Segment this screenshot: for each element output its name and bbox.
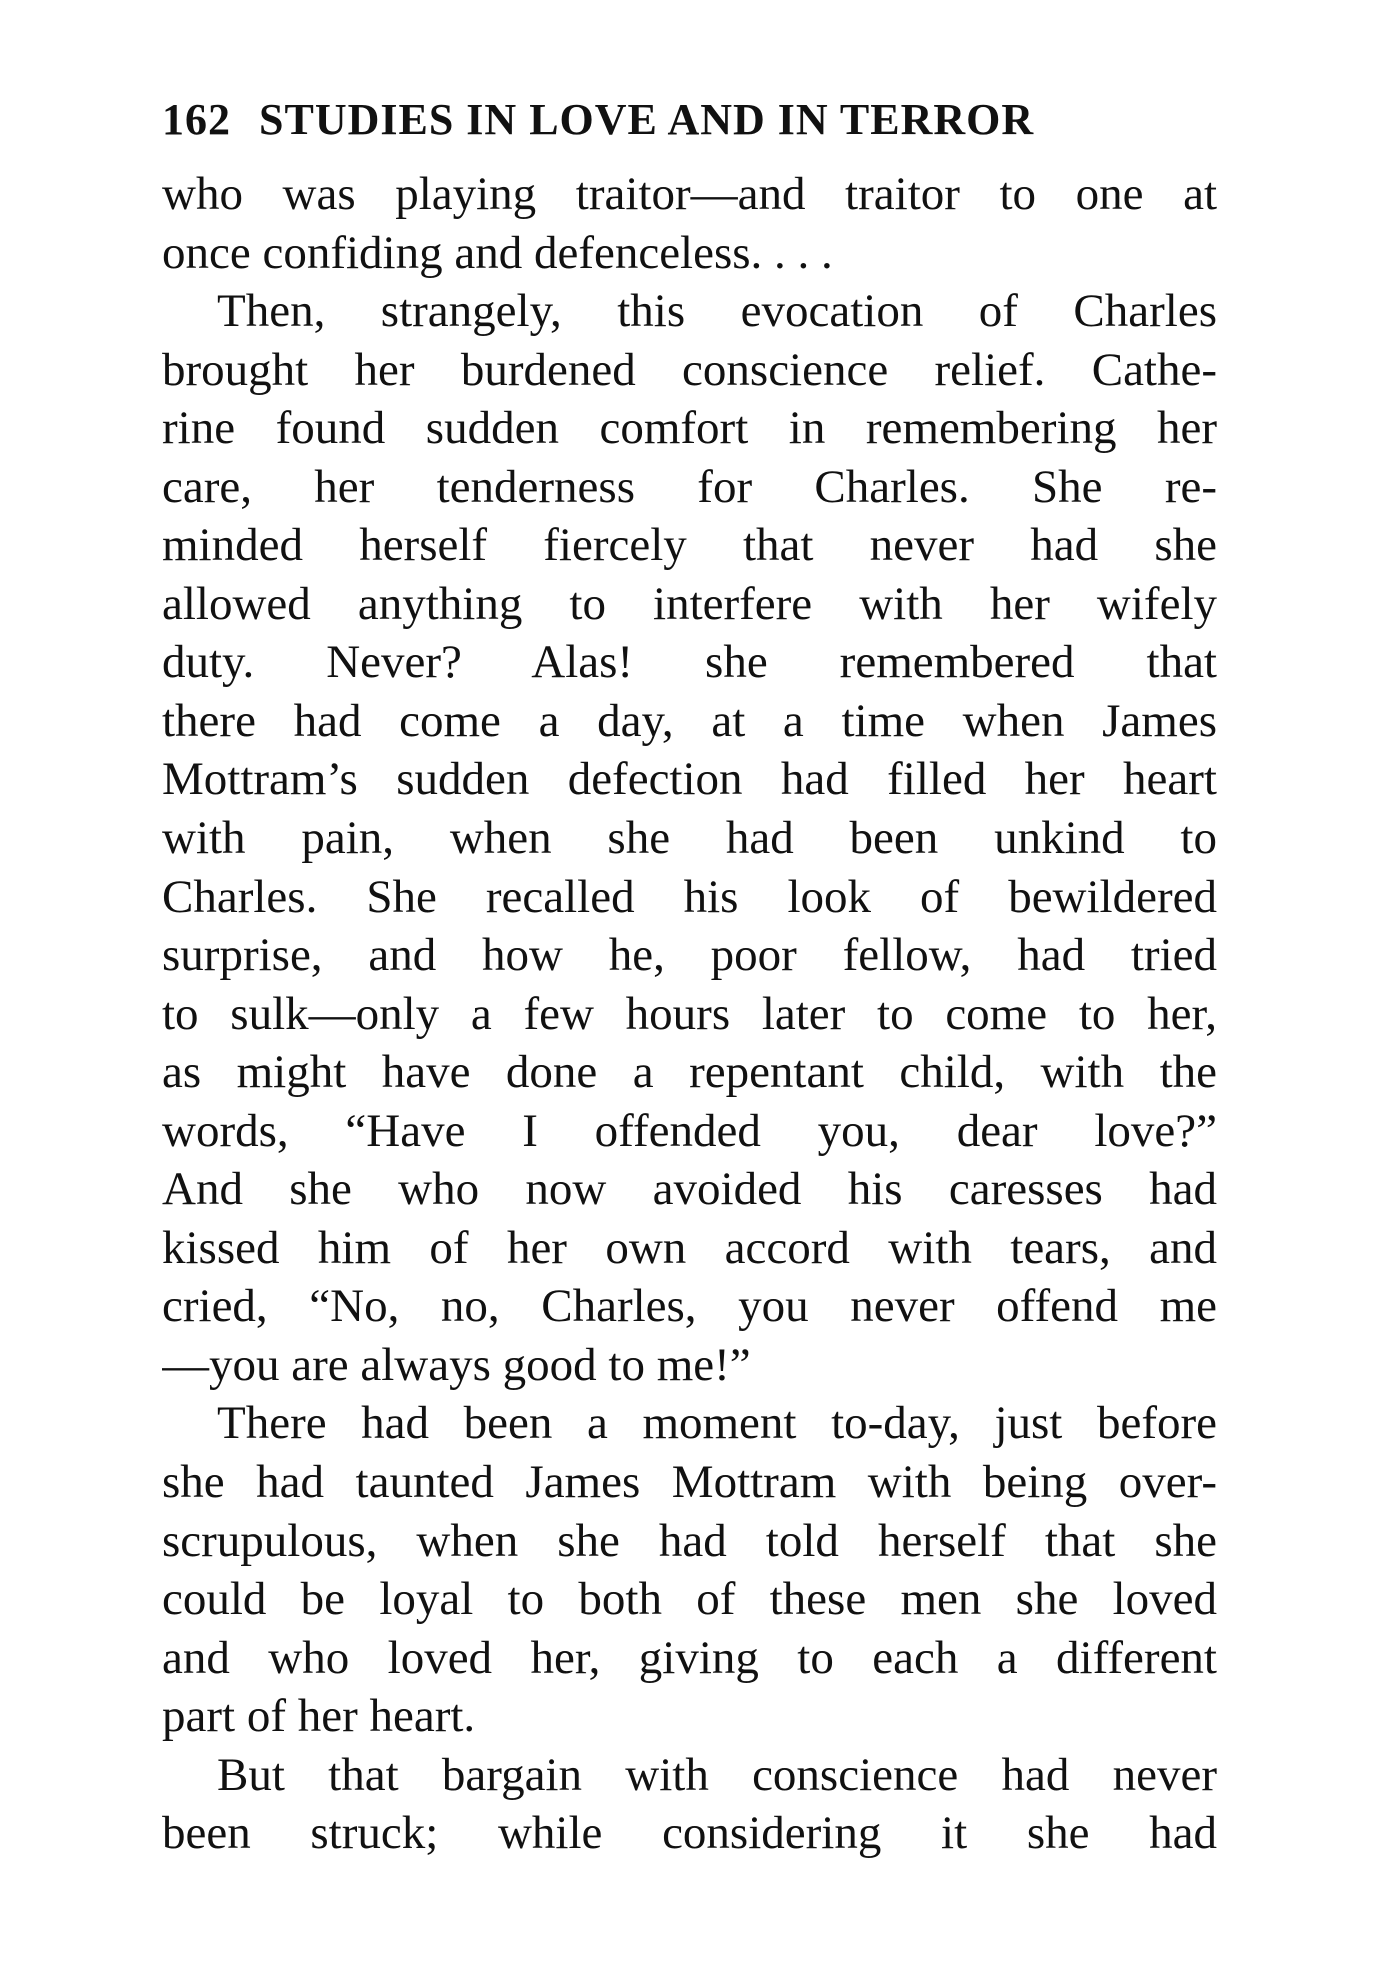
- text-line: kissed him of her own accord with tears, and: [162, 1221, 1217, 1274]
- text-line: duty. Never? Alas! she remembered that: [162, 636, 1217, 689]
- text-line: words, “Have I offended you, dear love?”: [162, 1104, 1217, 1157]
- text-line: rine found sudden comfort in remembering her: [162, 402, 1217, 455]
- text-line: once confiding and defenceless. . . .: [162, 226, 833, 279]
- text-line: Then, strangely, this evocation of Charles: [217, 285, 1217, 338]
- text-line: been struck; while considering it she had: [162, 1807, 1217, 1860]
- text-line: care, her tenderness for Charles. She re-: [162, 460, 1217, 513]
- text-line: And she who now avoided his caresses had: [162, 1163, 1217, 1216]
- text-line: cried, “No, no, Charles, you never offend me: [162, 1280, 1217, 1333]
- text-line: could be loyal to both of these men she loved: [162, 1573, 1217, 1626]
- text-line: Charles. She recalled his look of bewildered: [162, 870, 1217, 923]
- text-line: scrupulous, when she had told herself that she: [162, 1514, 1217, 1567]
- text-line: with pain, when she had been unkind to: [162, 812, 1217, 865]
- text-line: who was playing traitor—and traitor to one at: [162, 168, 1217, 220]
- text-line: But that bargain with conscience had never: [217, 1748, 1217, 1801]
- text-line: allowed anything to interfere with her wifely: [162, 577, 1217, 630]
- text-line: there had come a day, at a time when James: [162, 694, 1217, 747]
- text-line: as might have done a repentant child, with the: [162, 1046, 1217, 1099]
- running-header: [162, 92, 1217, 148]
- text-line: minded herself fiercely that never had she: [162, 519, 1217, 572]
- text-line: There had been a moment to-day, just before: [217, 1397, 1217, 1450]
- text-line: —you are always good to me!”: [162, 1338, 751, 1391]
- text-line: surprise, and how he, poor fellow, had tried: [162, 929, 1217, 982]
- text-line: to sulk—only a few hours later to come to her,: [162, 987, 1217, 1040]
- text-line: part of her heart.: [162, 1690, 476, 1743]
- body-text: [162, 165, 1217, 1863]
- text-line: she had taunted James Mottram with being over-: [162, 1456, 1217, 1509]
- page-number: 162: [162, 95, 231, 144]
- text-line: brought her burdened conscience relief. Cathe-: [162, 343, 1217, 396]
- text-line: Mottram’s sudden defection had filled her heart: [162, 753, 1217, 806]
- text-line: and who loved her, giving to each a different: [162, 1631, 1217, 1684]
- running-title: STUDIES IN LOVE AND IN TERROR: [259, 95, 1035, 144]
